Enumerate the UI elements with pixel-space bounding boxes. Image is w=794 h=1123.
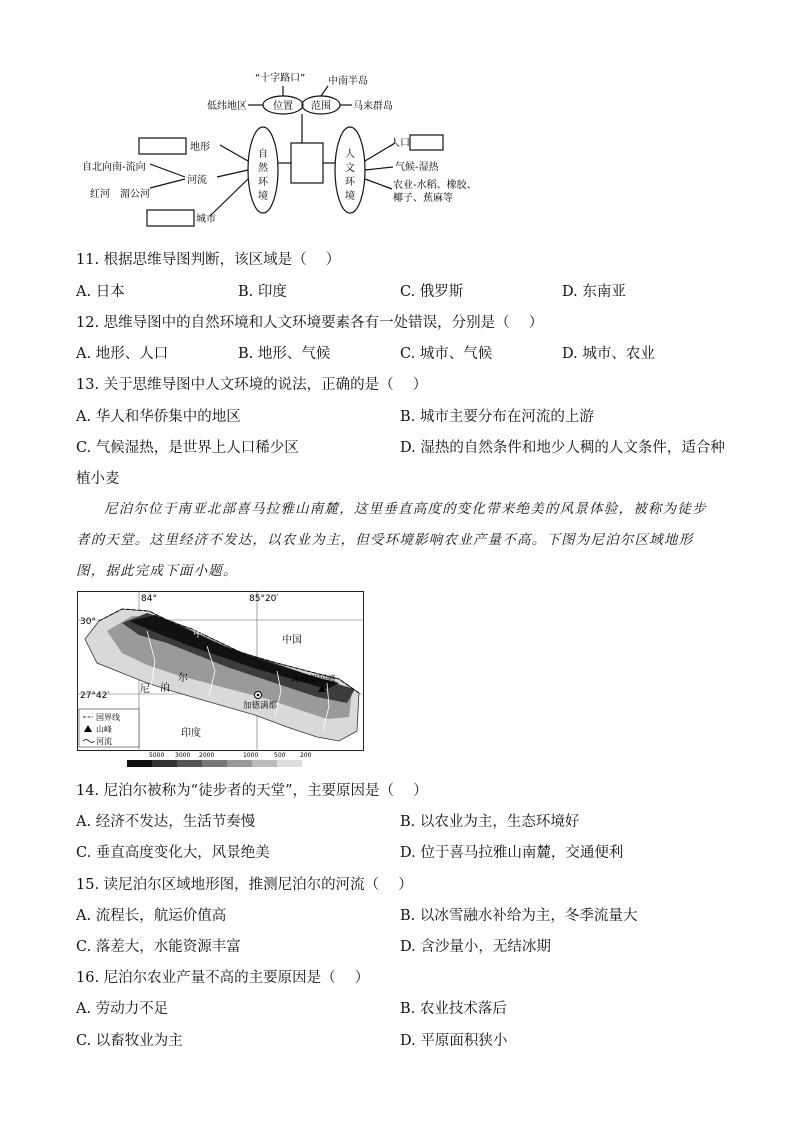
climate-label: 气候-湿热 xyxy=(395,162,439,173)
q16-option-b[interactable]: B. 农业技术落后 xyxy=(400,1001,507,1017)
nepal-label-er: 尔 xyxy=(178,673,188,684)
q16-option-d[interactable]: D. 平原面积狭小 xyxy=(400,1033,508,1049)
question-13-stem: 13. 关于思维导图中人文环境的说法，正确的是（ ） xyxy=(76,377,428,393)
everest-label: 珠穆朗玛峰 xyxy=(291,675,337,685)
svg-text:3000: 3000 xyxy=(175,752,191,759)
q13-option-a[interactable]: A. 华人和华侨集中的地区 xyxy=(76,409,241,425)
svg-text:200: 200 xyxy=(300,752,312,759)
svg-text:环: 环 xyxy=(258,177,268,188)
terrain-blank-box xyxy=(139,138,186,154)
china-label: 中国 xyxy=(282,635,302,646)
natural-env-text xyxy=(258,147,269,202)
q14-option-b[interactable]: B. 以农业为主，生态环境好 xyxy=(400,814,580,830)
crossroad-label: “十字路口” xyxy=(255,73,306,84)
svg-text:2000: 2000 xyxy=(199,752,215,759)
svg-text:自: 自 xyxy=(258,149,268,160)
jia-label: 甲 xyxy=(193,629,203,640)
q11-option-a[interactable]: A. 日本 xyxy=(76,284,125,300)
mekong-label: 湄公河 xyxy=(120,189,150,200)
agriculture-label-1: 农业-水稻、橡胶、 xyxy=(393,180,477,191)
q16-option-c[interactable]: C. 以畜牧业为主 xyxy=(76,1033,183,1049)
svg-text:文: 文 xyxy=(345,163,355,174)
q11-option-c[interactable]: C. 俄罗斯 xyxy=(400,284,464,300)
position-label: 位置 xyxy=(273,101,293,112)
city-label: 城市 xyxy=(196,214,216,225)
question-15-stem: 15. 读尼泊尔区域地形图，推测尼泊尔的河流（ ） xyxy=(76,877,413,893)
svg-text:人: 人 xyxy=(345,149,355,160)
peninsula-label: 中南半岛 xyxy=(328,76,368,87)
svg-text:然: 然 xyxy=(258,163,268,174)
center-box xyxy=(291,143,323,183)
question-14-stem: 14. 尼泊尔被称为“徒步者的天堂”，主要原因是（ ） xyxy=(76,783,428,799)
q13-option-b[interactable]: B. 城市主要分布在河流的上游 xyxy=(400,409,594,425)
svg-text:500: 500 xyxy=(274,752,286,759)
nepal-terrain-map xyxy=(77,591,365,771)
rivers-label: 河流 xyxy=(187,175,207,186)
q14-option-c[interactable]: C. 垂直高度变化大，风景绝美 xyxy=(76,845,270,861)
svg-text:5000: 5000 xyxy=(149,752,165,759)
mindmap-figure xyxy=(70,64,490,234)
population-blank-box xyxy=(410,135,443,150)
lon-84-label: 84° xyxy=(141,594,157,604)
svg-text:境: 境 xyxy=(345,191,355,202)
kathmandu-label: 加德满都 xyxy=(243,701,278,711)
nepal-label-ni: 尼 xyxy=(140,684,150,695)
q15-option-d[interactable]: D. 含沙量小，无结冰期 xyxy=(400,939,551,955)
terrain-label: 地形 xyxy=(190,142,210,153)
lat-27-42-label: 27°42′ xyxy=(80,691,110,701)
city-blank-box xyxy=(147,210,194,226)
q12-option-a[interactable]: A. 地形、人口 xyxy=(76,346,169,362)
q16-option-a[interactable]: A. 劳动力不足 xyxy=(76,1001,169,1017)
q13-option-d[interactable]: D. 湿热的自然条件和地少人稠的人文条件，适合种 xyxy=(400,440,725,456)
q15-option-c[interactable]: C. 落差大，水能资源丰富 xyxy=(76,939,241,955)
q15-option-b[interactable]: B. 以冰雪融水补给为主，冬季流量大 xyxy=(400,908,638,924)
low-latitude-label: 低纬地区 xyxy=(207,101,247,112)
legend-peak-label: 山峰 xyxy=(96,725,112,734)
archipelago-label: 马来群岛 xyxy=(353,101,393,112)
q12-option-c[interactable]: C. 城市、气候 xyxy=(400,346,493,362)
scope-label: 范围 xyxy=(311,101,331,112)
svg-text:环: 环 xyxy=(345,177,355,188)
population-label: 人口 xyxy=(390,138,410,149)
question-12-stem: 12. 思维导图中的自然环境和人文环境要素各有一处错误，分别是（ ） xyxy=(76,315,544,331)
question-16-stem: 16. 尼泊尔农业产量不高的主要原因是（ ） xyxy=(76,970,370,986)
q13-option-d-continuation: 植小麦 xyxy=(76,471,120,487)
svg-text:1000: 1000 xyxy=(243,752,259,759)
elevation-scale xyxy=(127,752,312,767)
reading-passage: 尼泊尔位于南亚北部喜马拉雅山南麓，这里垂直高度的变化带来绝美的风景体验，被称为徒步者的天堂。这里经济不发达，以农业为主，但受环境影响农业产量不高。下图为尼泊尔区域地形图，据此完成下面小题。 xyxy=(76,501,707,579)
nepal-label-bo: 泊 xyxy=(160,683,170,694)
agriculture-label-2: 椰子、蕉麻等 xyxy=(393,193,453,204)
red-river-label: 红河 xyxy=(90,189,110,200)
q14-option-d[interactable]: D. 位于喜马拉雅山南麓，交通便利 xyxy=(400,845,624,861)
legend-river-label: 河流 xyxy=(96,737,112,746)
q14-option-a[interactable]: A. 经济不发达，生活节奏慢 xyxy=(76,814,256,830)
svg-text:境: 境 xyxy=(258,191,268,202)
india-label: 印度 xyxy=(181,728,201,739)
lat-30-label: 30° xyxy=(80,617,96,627)
q12-option-d[interactable]: D. 城市、农业 xyxy=(562,346,655,362)
human-env-text xyxy=(345,147,356,202)
question-11-stem: 11. 根据思维导图判断，该区域是（ ） xyxy=(76,252,341,268)
river-flow-label: 自北向南-流向 xyxy=(82,162,146,173)
q13-option-c[interactable]: C. 气候湿热，是世界上人口稀少区 xyxy=(76,440,299,456)
q15-option-a[interactable]: A. 流程长，航运价值高 xyxy=(76,908,227,924)
q12-option-b[interactable]: B. 地形、气候 xyxy=(238,346,331,362)
lon-85-20-label: 85°20′ xyxy=(249,594,279,604)
legend-border-label: 国界线 xyxy=(96,713,120,722)
q11-option-b[interactable]: B. 印度 xyxy=(238,284,287,300)
q11-option-d[interactable]: D. 东南亚 xyxy=(562,284,626,300)
